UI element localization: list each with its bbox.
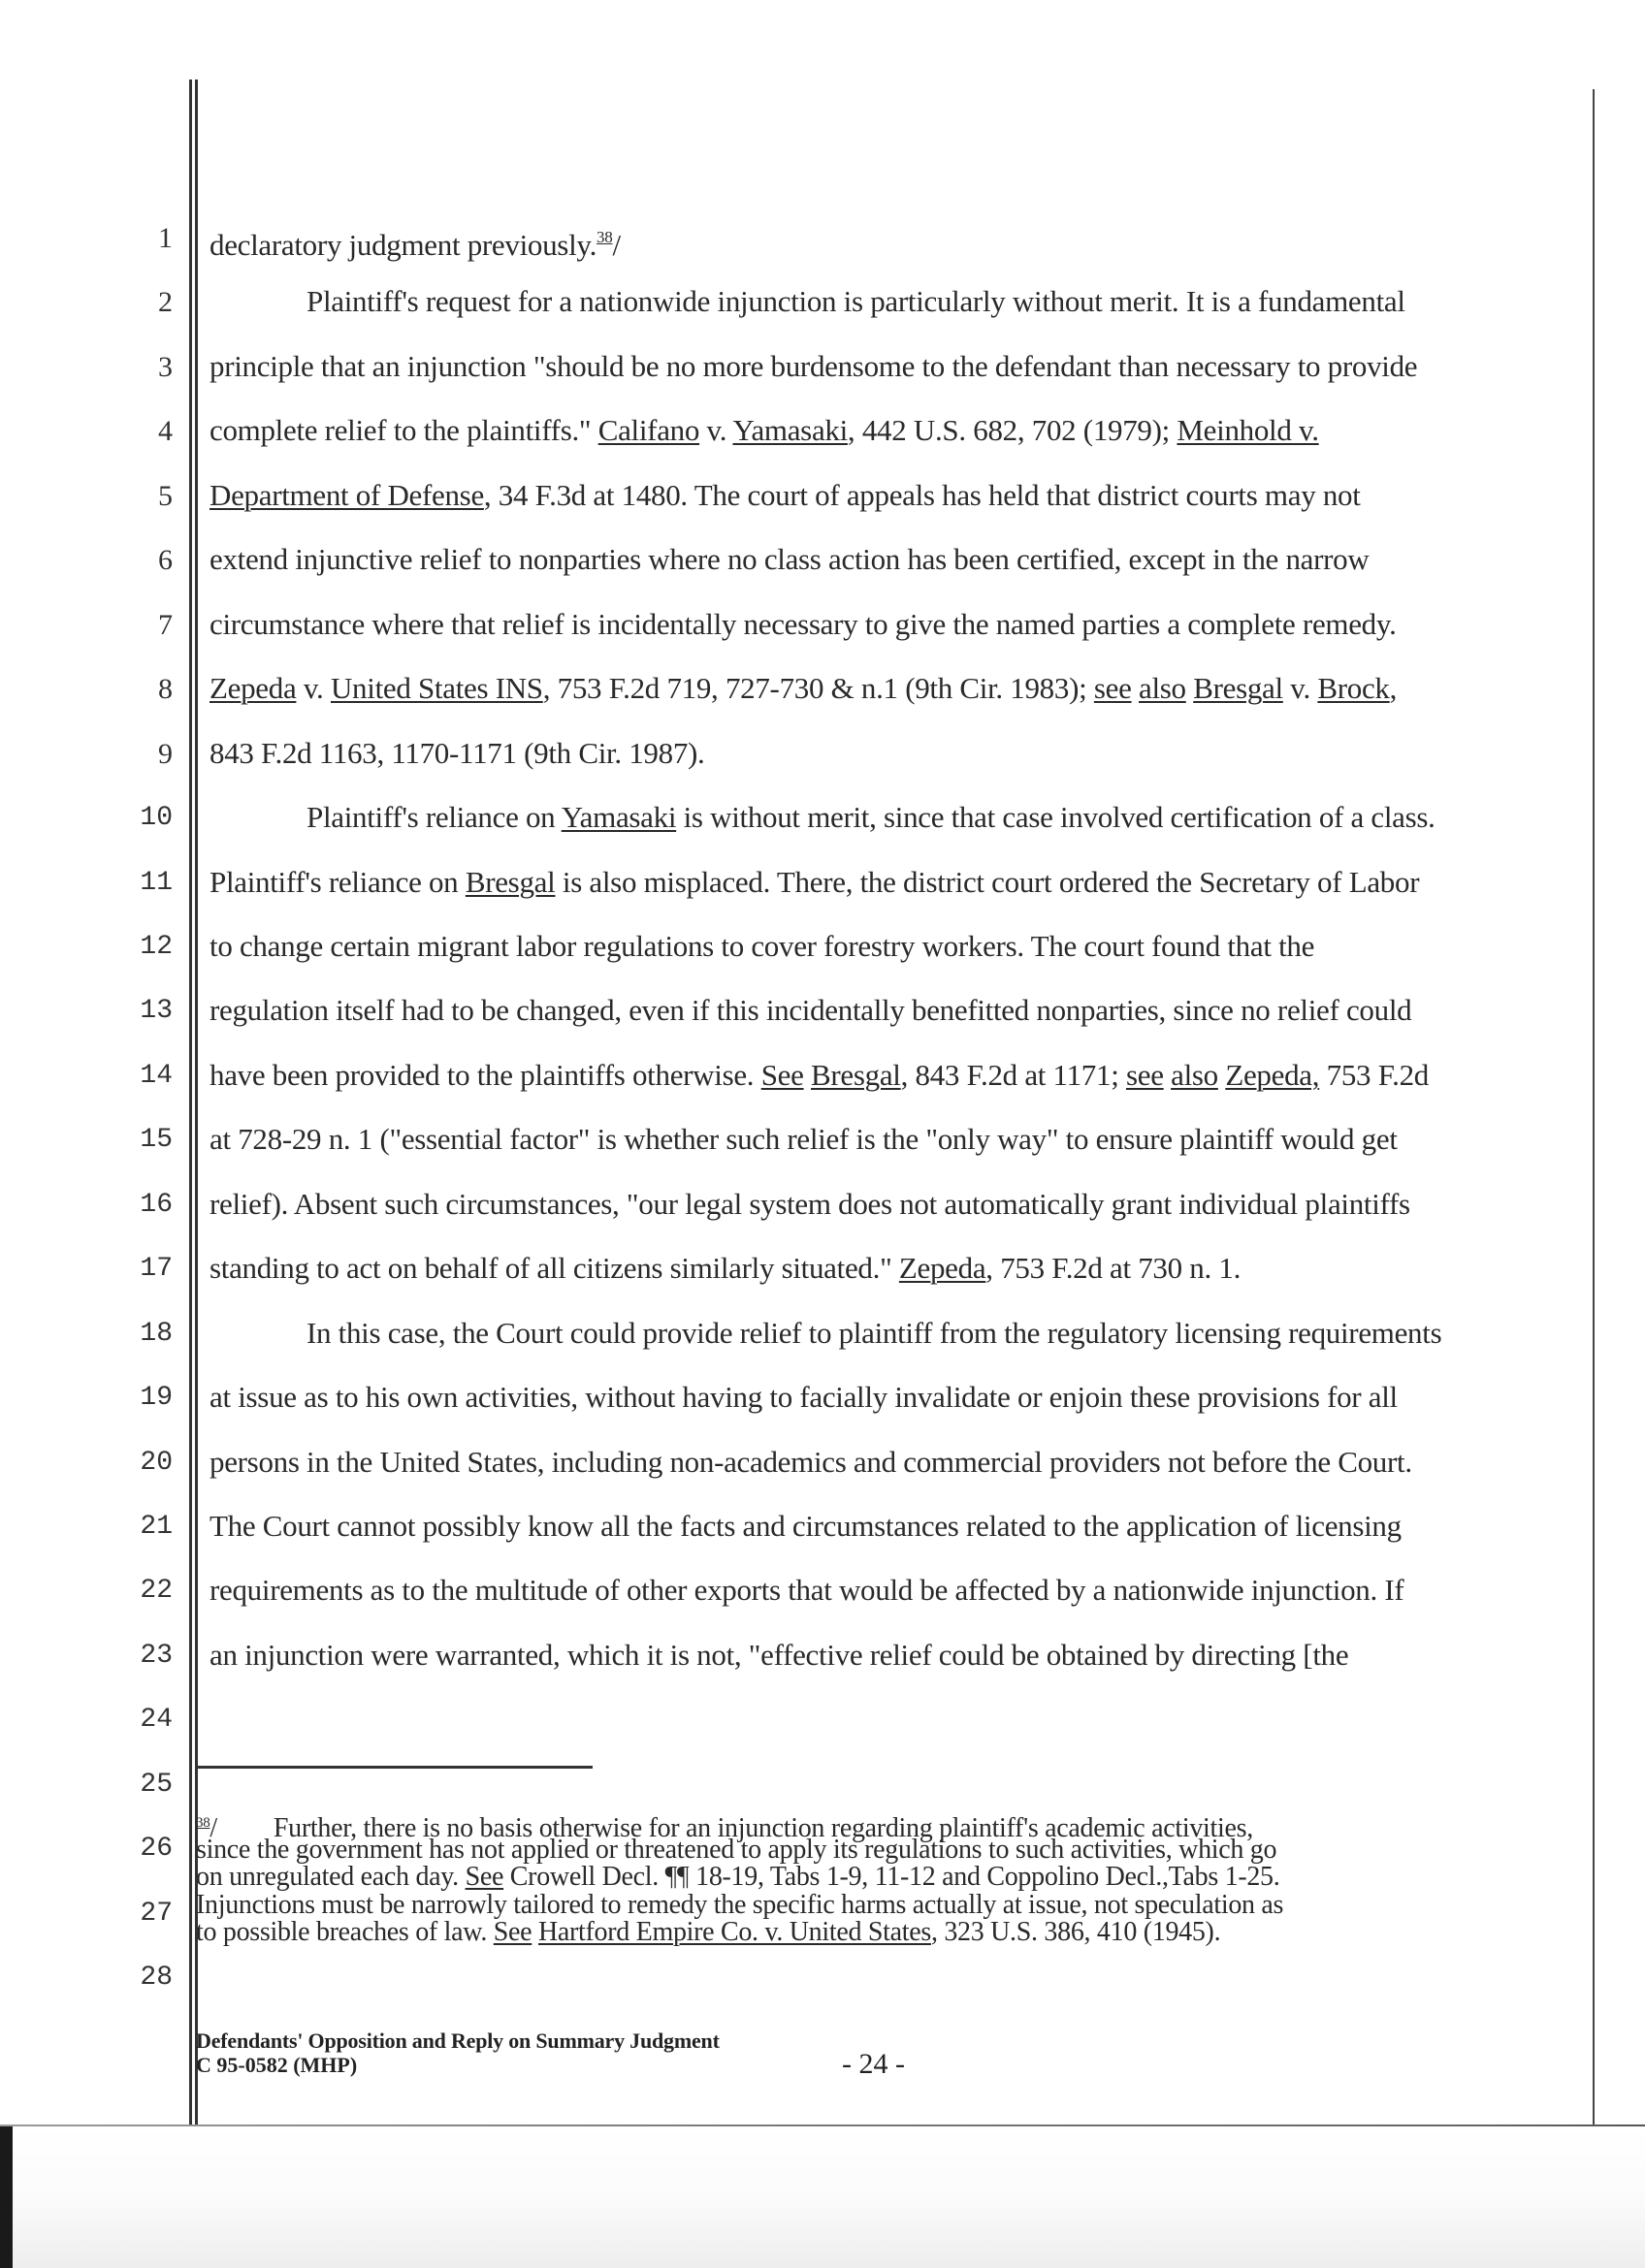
text-run: principle that an injunction "should be no more burdensome to the defendant than necessary to provide [210, 348, 1418, 383]
right-margin-rule [1593, 89, 1595, 2126]
line-number: 15 [140, 1125, 173, 1156]
line-number: 1 [158, 222, 173, 254]
footnote-line [196, 1891, 1283, 1920]
line-number: 17 [140, 1254, 173, 1285]
page-number: - 24 - [842, 2048, 905, 2080]
footnote-line [196, 1918, 1220, 1947]
text-line [210, 543, 1369, 576]
text-run: 843 F.2d 1163, 1170-1171 (9th Cir. 1987). [210, 735, 705, 770]
footnote-separator [196, 1766, 593, 1769]
line-number: 9 [158, 737, 173, 770]
text-run [804, 1058, 811, 1092]
line-number: 11 [140, 867, 173, 898]
citation: also [1139, 671, 1186, 706]
line-number: 18 [140, 1318, 173, 1349]
scanner-background [0, 2126, 1645, 2268]
line-number: 6 [158, 544, 173, 577]
citation: see [1093, 671, 1132, 706]
scanner-edge-strip [0, 2126, 13, 2268]
text-line [210, 1252, 1241, 1285]
text-line [210, 801, 1435, 834]
citation: also [1171, 1057, 1218, 1092]
text-run: In this case, the Court could provide relief to plaintiff from the regulatory licensing requirements [306, 1315, 1442, 1350]
line-number: 2 [158, 286, 173, 319]
text-run: on unregulated each day. [196, 1862, 466, 1893]
text-line [210, 1639, 1348, 1672]
text-run: is without merit, since that case involved certification of a class. [676, 800, 1435, 835]
text-run: The Court cannot possibly know all the facts and circumstances related to the application of licensing [210, 1509, 1402, 1543]
text-run: have been provided to the plaintiffs otherwise. [210, 1057, 761, 1092]
text-line [210, 285, 1405, 318]
line-number: 21 [140, 1512, 173, 1542]
citation: Bresgal [1193, 671, 1283, 706]
text-line [210, 866, 1419, 899]
citation: See [465, 1862, 504, 1893]
text-line [210, 1446, 1412, 1479]
citation: United States INS [330, 671, 543, 706]
line-number: 22 [140, 1576, 173, 1607]
citation: Zepeda, [1225, 1057, 1320, 1092]
footer-case-number: C 95-0582 (MHP) [196, 2053, 358, 2077]
text-line [210, 608, 1397, 641]
line-number: 13 [140, 996, 173, 1027]
text-run: declaratory judgment previously. [210, 228, 597, 262]
line-number: 23 [140, 1640, 173, 1671]
text-line [210, 221, 621, 262]
text-run: Crowell Decl. ¶¶ 18-19, Tabs 1-9, 11-12 and Coppolino Decl.,Tabs 1-25. [503, 1862, 1280, 1893]
footnote-reference: 38 [597, 228, 613, 246]
citation: Meinhold v. [1177, 413, 1319, 448]
text-run: , 442 U.S. 682, 702 (1979); [847, 413, 1177, 448]
line-number: 25 [140, 1769, 173, 1800]
text-run: since the government has not applied or threatened to apply its regulations to such activities, which go [196, 1835, 1277, 1866]
line-number: 4 [158, 415, 173, 448]
text-run: , 843 F.2d at 1171; [900, 1057, 1126, 1092]
text-run: Further, there is no basis otherwise for an injunction regarding plaintiff's academic activities, [273, 1813, 1253, 1843]
text-line [210, 1317, 1441, 1350]
text-line [210, 1188, 1410, 1221]
text-run: at 728-29 n. 1 ("essential factor" is whether such relief is the "only way" to ensure plaintiff would get [210, 1122, 1398, 1157]
text-run: , 753 F.2d 719, 727-730 & n.1 (9th Cir. 1983); [542, 671, 1094, 706]
text-line [210, 350, 1417, 383]
citation: Califano [597, 413, 700, 448]
line-number: 7 [158, 608, 173, 641]
text-run: relief). Absent such circumstances, "our legal system does not automatically grant individual plaintiffs [210, 1186, 1410, 1221]
line-number: 16 [140, 1189, 173, 1220]
text-run: , 34 F.3d at 1480. The court of appeals has held that district courts may not [483, 477, 1361, 512]
text-line [210, 1510, 1402, 1543]
text-line [210, 479, 1361, 512]
footer-document-title: Defendants' Opposition and Reply on Summary Judgment [196, 2028, 720, 2053]
line-number: 26 [140, 1834, 173, 1865]
text-run: to possible breaches of law. [196, 1916, 494, 1947]
text-line [210, 930, 1314, 963]
citation: Yamasaki [561, 800, 677, 835]
citation: Yamasaki [732, 413, 848, 448]
text-run: Plaintiff's reliance on [306, 800, 562, 835]
text-run: requirements as to the multitude of other exports that would be affected by a nationwide injunction. If [210, 1573, 1404, 1608]
text-run: standing to act on behalf of all citizens similarly situated." [210, 1251, 899, 1286]
text-line [210, 737, 705, 770]
text-run: an injunction were warranted, which it is not, "effective relief could be obtained by directing [the [210, 1637, 1349, 1672]
footnote-line [196, 1863, 1279, 1892]
footnote-line [196, 1836, 1276, 1865]
text-run: circumstance where that relief is incidentally necessary to give the named parties a complete remedy. [210, 606, 1397, 641]
text-line [210, 1123, 1398, 1156]
text-run: 753 F.2d [1319, 1057, 1429, 1092]
citation: Department of Defense [210, 477, 484, 512]
text-run [1164, 1058, 1171, 1092]
line-number: 5 [158, 479, 173, 512]
line-number: 12 [140, 931, 173, 962]
text-run: extend injunctive relief to nonparties where no class action has been certified, except in the narrow [210, 542, 1370, 577]
text-run: , 753 F.2d at 730 n. 1. [985, 1251, 1242, 1286]
line-number: 27 [140, 1898, 173, 1929]
text-run: is also misplaced. There, the district court ordered the Secretary of Labor [555, 864, 1420, 899]
text-run: Plaintiff's reliance on [210, 864, 466, 899]
citation: Hartford Empire Co. v. United States [537, 1916, 931, 1947]
text-run: v. [1282, 671, 1318, 706]
text-line [210, 414, 1319, 447]
text-line [210, 1574, 1403, 1607]
footnote-marker-slash: / [210, 1813, 217, 1843]
text-run: v. [296, 671, 331, 706]
citation: Zepeda [210, 671, 297, 706]
line-number: 28 [140, 1963, 173, 1994]
left-margin-rule [189, 80, 192, 2126]
text-run: Plaintiff's request for a nationwide injunction is particularly without merit. It is a fundamental [306, 284, 1405, 319]
text-line [210, 1381, 1398, 1414]
text-run [532, 1917, 538, 1947]
citation: Bresgal [465, 864, 556, 899]
text-run: / [612, 228, 621, 262]
citation: Brock [1317, 671, 1390, 706]
text-run: at issue as to his own activities, without having to facially invalidate or enjoin these provisions for all [210, 1380, 1398, 1415]
text-run: , 323 U.S. 386, 410 (1945). [930, 1916, 1221, 1947]
citation: Zepeda [898, 1251, 986, 1286]
citation: Bresgal [811, 1057, 901, 1092]
line-number: 8 [158, 673, 173, 706]
line-number: 14 [140, 1060, 173, 1091]
citation: See [760, 1057, 804, 1092]
text-run: , [1389, 671, 1398, 706]
text-run: regulation itself had to be changed, even if this incidentally benefitted nonparties, since no relief could [210, 993, 1412, 1028]
footnote-marker: 38 [196, 1815, 210, 1831]
text-run: v. [699, 413, 733, 448]
text-run: complete relief to the plaintiffs." [210, 413, 598, 448]
line-number: 19 [140, 1383, 173, 1414]
text-run: Injunctions must be narrowly tailored to remedy the specific harms actually at issue, not speculation as [196, 1889, 1284, 1920]
line-number: 24 [140, 1705, 173, 1736]
text-run: persons in the United States, including non-academics and commercial providers not before the Court. [210, 1444, 1412, 1479]
text-run: to change certain migrant labor regulations to cover forestry workers. The court found that the [210, 928, 1315, 963]
text-line [210, 994, 1411, 1027]
text-line [210, 1059, 1429, 1092]
line-number: 20 [140, 1447, 173, 1478]
citation: See [493, 1916, 532, 1947]
line-number: 3 [158, 350, 173, 383]
text-run [1132, 671, 1139, 705]
text-line [210, 672, 1397, 705]
citation: see [1125, 1057, 1164, 1092]
line-number: 10 [140, 803, 173, 834]
